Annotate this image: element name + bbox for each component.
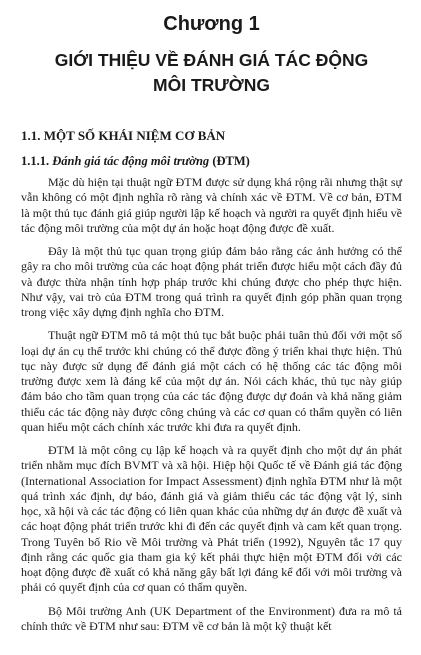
chapter-title-line-2: MÔI TRƯỜNG — [153, 75, 270, 95]
chapter-number: Chương 1 — [163, 13, 260, 35]
paragraph: Đây là một thủ tục quan trọng giúp đảm bảo rằng các ảnh hưởng có thể gây ra cho môi trường của các hoạt động phát triển được hiểu một cách đầy đủ và được thừa nhận tính hợp pháp trước khi chúng được cho phép thực hiện. Như vậy, vai trò của ĐTM trong quá trình ra quyết định góp phần quan trọng trong việc xây dựng định nghĩa cho ĐTM. — [21, 244, 402, 319]
paragraph: Thuật ngữ ĐTM mô tả một thủ tục bắt buộc phải tuân thủ đối với một số loại dự án cụ thể trước khi chúng có thể được đồng ý triển khai thực hiện. Thủ tục này được sử dụng để đánh giá một cách có hệ thống các tác động môi trường được xem là đáng kể của một dự án. Nói cách khác, thủ tục này giúp đảm bảo cho tầm quan trọng của các tác động được dự đoán và khả năng giảm thiểu các tác động này được công chúng và các cơ quan có thẩm quyền có liên quan hiểu một cách chính xác trước khi đưa ra quyết định. — [21, 328, 402, 434]
chapter-title — [21, 48, 402, 98]
subsection-abbrev: (ĐTM) — [212, 154, 250, 168]
subsection-number: 1.1.1. — [21, 154, 50, 168]
paragraph: Bộ Môi trường Anh (UK Department of the Environment) đưa ra mô tả chính thức về ĐTM như sau: ĐTM về cơ bản là một kỹ thuật kết — [21, 603, 402, 633]
body-text — [21, 175, 402, 634]
paragraph: ĐTM là một công cụ lập kế hoạch và ra quyết định cho một dự án phát triển nhằm mục đích BVMT và xã hội. Hiệp hội Quốc tế về Đánh giá tác động (International Association for Impact Assessment) định nghĩa ĐTM như là một quá trình xác định, dự báo, đánh giá và giảm thiểu các tác động vật lý, sinh học, xã hội và các tác động có liên quan khác của những dự án được đề xuất và các hoạt động phát triển trước khi đi đến các quyết định và cam kết quan trọng. Trong Tuyên bố Rio về Môi trường và Phát triển (1992), Nguyên tắc 17 quy định rằng các quốc gia tham gia ký kết phải thực hiện một ĐTM đối với các hoạt động được đề xuất có khả năng gây bất lợi đáng kể đối với môi trường và phải có quyết định của cơ quan có thẩm quyền. — [21, 443, 402, 595]
chapter-title-line-1: GIỚI THIỆU VỀ ĐÁNH GIÁ TÁC ĐỘNG — [54, 50, 369, 70]
paragraph: Mặc dù hiện tại thuật ngữ ĐTM được sử dụng khá rộng rãi nhưng thật sự vẫn không có một định nghĩa rõ ràng và chính xác về ĐTM. Về cơ bản, ĐTM là một thủ tục đánh giá giúp người lập kế hoạch và người ra quyết định hiểu về tác động môi trường của một dự án hoặc hoạt động được đề xuất. — [21, 175, 402, 235]
section-heading: 1.1. MỘT SỐ KHÁI NIỆM CƠ BẢN — [21, 128, 226, 143]
subsection-title: Đánh giá tác động môi trường — [52, 154, 210, 168]
subsection-heading — [21, 153, 402, 169]
